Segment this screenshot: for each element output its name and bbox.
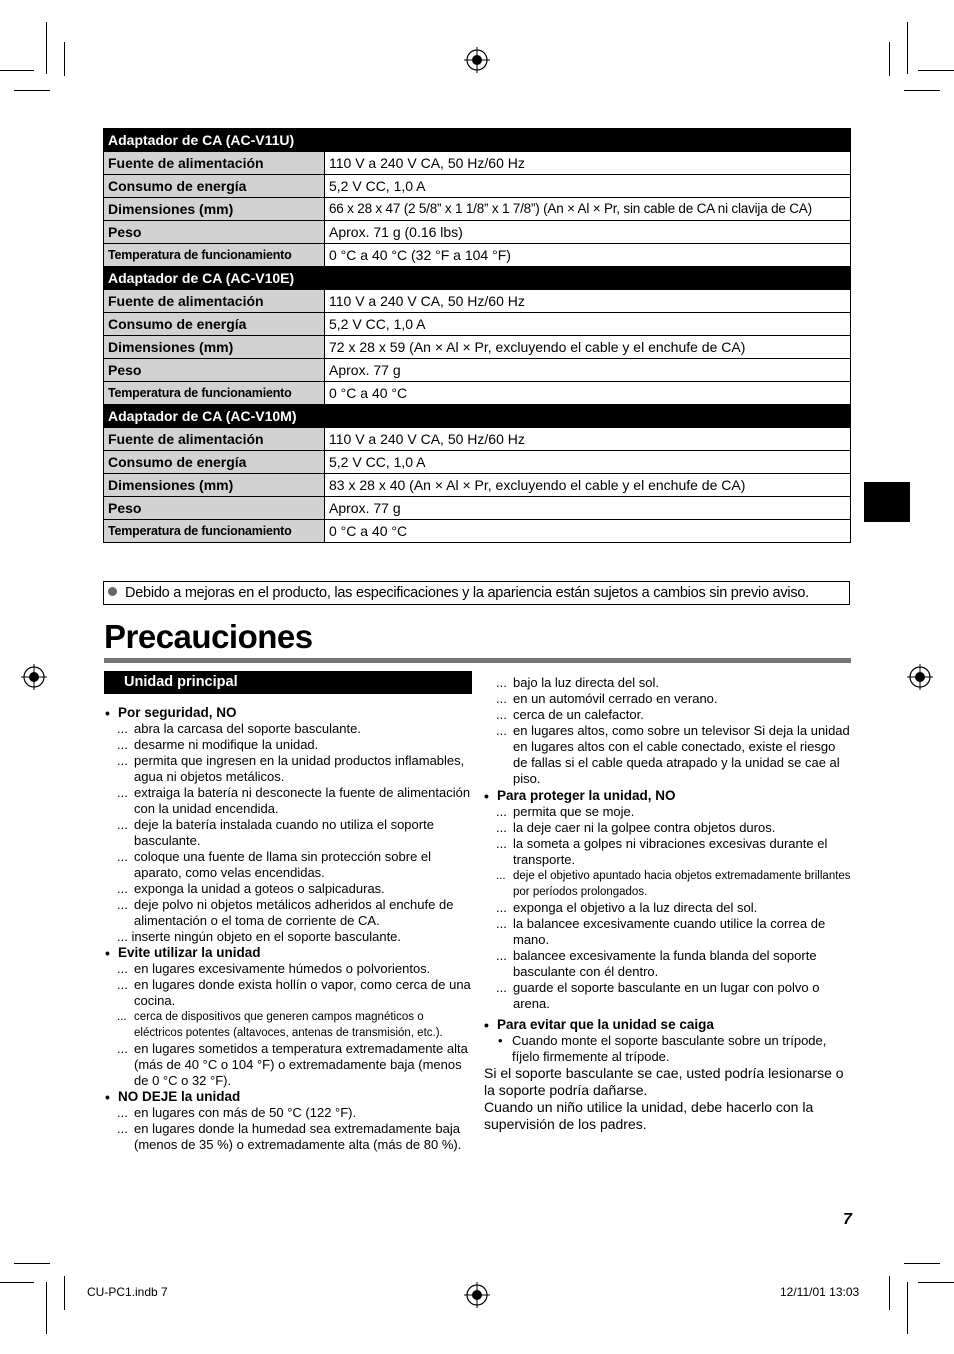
ellipsis-mark: ... (117, 1011, 127, 1023)
ellipsis-mark: ... (496, 675, 507, 690)
ellipsis-mark: ... (117, 753, 128, 768)
ellipsis-mark: ... (496, 870, 506, 882)
registration-mark-icon (464, 47, 490, 73)
list-item (484, 820, 852, 836)
ellipsis-mark: ... (117, 785, 128, 800)
list-item (484, 948, 852, 980)
spec-value: 5,2 V CC, 1,0 A (325, 175, 851, 198)
list-item (484, 707, 852, 723)
table-row (104, 152, 851, 175)
crop-mark (0, 1282, 34, 1283)
list-item (105, 881, 473, 897)
ellipsis-mark: ... (496, 707, 507, 722)
list-item-text: en un automóvil cerrado en verano. (513, 691, 718, 706)
list-item (484, 691, 852, 707)
list-group (484, 804, 852, 868)
page-title: Precauciones (104, 618, 313, 655)
list-item (105, 1041, 473, 1089)
crop-mark (0, 70, 34, 71)
paragraph: Si el soporte basculante se cae, usted podría lesionarse o la soporte podría dañarse. (484, 1065, 844, 1098)
ellipsis-mark: ... (496, 900, 507, 915)
list-item-text: abra la carcasa del soporte basculante. (134, 721, 361, 736)
notice-box (103, 581, 850, 605)
table-row (104, 221, 851, 244)
table-row (104, 382, 851, 405)
ellipsis-mark: ... (496, 691, 507, 706)
ellipsis-mark: ... (117, 1121, 128, 1136)
list-item (484, 980, 852, 1012)
list-item (105, 753, 473, 785)
list-group (484, 675, 852, 787)
spec-label: Dimensiones (mm) (104, 198, 325, 221)
list-item: ... inserte ningún objeto en el soporte basculante. (117, 929, 402, 944)
ellipsis-mark: ... (117, 977, 128, 992)
crop-mark (918, 1282, 954, 1283)
title-rule (104, 658, 851, 663)
spec-label: Peso (104, 497, 325, 520)
spec-value: 72 x 28 x 59 (An × Al × Pr, excluyendo el cable y el enchufe de CA) (325, 336, 851, 359)
list-item (105, 961, 473, 977)
crop-mark (46, 22, 47, 74)
crop-mark (64, 1276, 65, 1310)
list-item-text: la balancee excesivamente cuando utilice la correa de mano. (513, 916, 826, 947)
crop-mark (904, 90, 940, 91)
list-group (105, 961, 473, 1009)
spec-label: Temperatura de funcionamiento (104, 382, 325, 405)
list-item-text: en lugares sometidos a temperatura extremadamente alta (más de 40 °C o 104 °F) o extremadamente baja (menos de 0 °C o 32 °F). (134, 1041, 468, 1088)
ellipsis-mark: ... (117, 961, 128, 976)
ellipsis-mark: ... (117, 817, 128, 832)
right-column (484, 675, 852, 1133)
section-tab-marker (864, 482, 910, 522)
spec-label: Peso (104, 359, 325, 382)
table-row (104, 474, 851, 497)
bullet-dot-icon (108, 587, 117, 596)
list-item (105, 1121, 473, 1153)
spec-value: 110 V a 240 V CA, 50 Hz/60 Hz (325, 152, 851, 175)
list-item-text: deje la batería instalada cuando no utiliza el soporte basculante. (134, 817, 434, 848)
list-item-text: extraiga la batería ni desconecte la fuente de alimentación con la unidad encendida. (134, 785, 471, 816)
table-row (104, 336, 851, 359)
list-item (105, 785, 473, 817)
table-row (104, 428, 851, 451)
list-item-text: deje el objetivo apuntado hacia objetos extremadamente brillantes por períodos prolongados. (513, 870, 851, 898)
list-item-text: desarme ni modifique la unidad. (134, 737, 319, 752)
crop-mark (904, 1263, 940, 1264)
table-row (104, 520, 851, 543)
bullet-icon: • (498, 1033, 503, 1048)
spec-label: Fuente de alimentación (104, 290, 325, 313)
spec-value: 110 V a 240 V CA, 50 Hz/60 Hz (325, 428, 851, 451)
list-item (484, 723, 852, 787)
list-item-text: exponga la unidad a goteos o salpicaduras. (134, 881, 385, 896)
crop-mark (889, 1276, 890, 1310)
spec-label: Fuente de alimentación (104, 152, 325, 175)
ellipsis-mark: ... (117, 1041, 128, 1056)
list-item-text: bajo la luz directa del sol. (513, 675, 659, 690)
list-item-text: balancee excesivamente la funda blanda del soporte basculante con él dentro. (513, 948, 817, 979)
list-item-text: cerca de dispositivos que generen campos magnéticos o eléctricos potentes (altavoces, antenas de transmisión, etc.). (134, 1011, 443, 1039)
crop-mark (14, 1263, 50, 1264)
list-item (105, 849, 473, 881)
list-item-text: deje polvo ni objetos metálicos adheridos al enchufe de alimentación o el toma de corriente de CA. (134, 897, 454, 928)
ellipsis-mark: ... (117, 1105, 128, 1120)
paragraph: Cuando un niño utilice la unidad, debe hacerlo con la supervisión de los padres. (484, 1099, 814, 1132)
list-item-text: cerca de un calefactor. (513, 707, 644, 722)
page-number: 7 (843, 1211, 852, 1228)
table-row (104, 198, 851, 221)
spec-label: Fuente de alimentación (104, 428, 325, 451)
ellipsis-mark: ... (496, 820, 507, 835)
adapter-header: Adaptador de CA (AC-V11U) (104, 129, 851, 152)
adapter-header: Adaptador de CA (AC-V10E) (104, 267, 851, 290)
crop-mark (889, 42, 890, 76)
spec-value: 0 °C a 40 °C (32 °F a 104 °F) (325, 244, 851, 267)
spec-value: 66 x 28 x 47 (2 5/8” x 1 1/8” x 1 7/8”) (An × Al × Pr, sin cable de CA ni clavija de CA) (325, 198, 851, 221)
table-row (104, 290, 851, 313)
spec-label: Temperatura de funcionamiento (104, 520, 325, 543)
group-title: • Por seguridad, NO (105, 704, 473, 721)
registration-mark-icon (464, 1282, 490, 1308)
list-item-text: en lugares excesivamente húmedos o polvorientos. (134, 961, 431, 976)
list-item-text: coloque una fuente de llama sin protección sobre el aparato, como velas encendidas. (134, 849, 432, 880)
ellipsis-mark: ... (117, 849, 128, 864)
spec-label: Dimensiones (mm) (104, 474, 325, 497)
list-item-text: en lugares donde exista hollín o vapor, como cerca de una cocina. (134, 977, 471, 1008)
list-item (484, 836, 852, 868)
notice-text: Debido a mejoras en el producto, las especificaciones y la apariencia están sujetos a cambios sin previo aviso. (125, 585, 809, 601)
crop-mark (918, 70, 954, 71)
ellipsis-mark: ... (496, 916, 507, 931)
crop-mark (14, 90, 50, 91)
spec-value: Aprox. 71 g (0.16 lbs) (325, 221, 851, 244)
ellipsis-mark: ... (496, 948, 507, 963)
spec-value: 110 V a 240 V CA, 50 Hz/60 Hz (325, 290, 851, 313)
spec-value: 5,2 V CC, 1,0 A (325, 451, 851, 474)
table-header-row (104, 405, 851, 428)
group-title: • Para evitar que la unidad se caiga (484, 1016, 852, 1033)
list-item (105, 1105, 473, 1121)
list-item-text: permita que ingresen en la unidad productos inflamables, agua ni objetos metálicos. (134, 753, 465, 784)
list-item (484, 868, 852, 900)
left-column (105, 704, 473, 1153)
spec-label: Consumo de energía (104, 313, 325, 336)
list-item (105, 1009, 473, 1041)
list-item (105, 721, 473, 737)
list-item (484, 916, 852, 948)
list-item (105, 897, 473, 929)
spec-value: 0 °C a 40 °C (325, 520, 851, 543)
list-item (484, 1033, 852, 1065)
table-row (104, 175, 851, 198)
ellipsis-mark: ... (496, 804, 507, 819)
ellipsis-mark: ... (117, 737, 128, 752)
spec-label: Dimensiones (mm) (104, 336, 325, 359)
list-group (105, 1105, 473, 1153)
crop-mark (46, 1282, 47, 1334)
list-item (105, 737, 473, 753)
list-item-text: Cuando monte el soporte basculante sobre un trípode, fíjelo firmemente al trípode. (512, 1033, 827, 1064)
spec-label: Consumo de energía (104, 451, 325, 474)
spec-value: Aprox. 77 g (325, 359, 851, 382)
footer-timestamp: 12/11/01 13:03 (780, 1285, 860, 1299)
spec-table (103, 128, 851, 543)
ellipsis-mark: ... (117, 721, 128, 736)
list-item-text: en lugares donde la humedad sea extremadamente baja (menos de 35 %) o extremadamente alta (más de 80 %). (134, 1121, 462, 1152)
table-row (104, 244, 851, 267)
list-group (105, 721, 473, 929)
ellipsis-mark: ... (496, 723, 507, 738)
footer-filename: CU-PC1.indb 7 (87, 1285, 168, 1299)
ellipsis-mark: ... (496, 836, 507, 851)
list-item-text: la deje caer ni la golpee contra objetos duros. (513, 820, 776, 835)
ellipsis-mark: ... (496, 980, 507, 995)
section-heading (104, 671, 472, 694)
list-item-text: guarde el soporte basculante en un lugar con polvo o arena. (513, 980, 820, 1011)
list-item (484, 900, 852, 916)
list-item-text: la someta a golpes ni vibraciones excesivas durante el transporte. (513, 836, 828, 867)
crop-mark (64, 42, 65, 76)
group-title: • NO DEJE la unidad (105, 1088, 473, 1105)
spec-label: Consumo de energía (104, 175, 325, 198)
list-item (484, 804, 852, 820)
table-header-row (104, 129, 851, 152)
table-row (104, 313, 851, 336)
table-row (104, 451, 851, 474)
table-header-row (104, 267, 851, 290)
spec-label: Peso (104, 221, 325, 244)
list-item-text: permita que se moje. (513, 804, 635, 819)
list-item-text: en lugares altos, como sobre un televisor Si deja la unidad en lugares altos con el cable conectado, existe el riesgo de fallas si el cable queda atrapado y la unidad se cae al piso. (513, 723, 850, 786)
spec-label: Temperatura de funcionamiento (104, 244, 325, 267)
list-item-text: exponga el objetivo a la luz directa del sol. (513, 900, 758, 915)
list-item (105, 977, 473, 1009)
spec-value: 5,2 V CC, 1,0 A (325, 313, 851, 336)
table-row (104, 359, 851, 382)
group-title: • Para proteger la unidad, NO (484, 787, 852, 804)
crop-mark (907, 22, 908, 74)
spec-value: 0 °C a 40 °C (325, 382, 851, 405)
list-item (105, 817, 473, 849)
section-heading-text: Unidad principal (124, 674, 238, 690)
crop-mark (907, 1282, 908, 1334)
ellipsis-mark: ... (117, 881, 128, 896)
adapter-header: Adaptador de CA (AC-V10M) (104, 405, 851, 428)
list-item-text: en lugares con más de 50 °C (122 °F). (134, 1105, 357, 1120)
registration-mark-icon (21, 664, 47, 690)
table-row (104, 497, 851, 520)
spec-value: 83 x 28 x 40 (An × Al × Pr, excluyendo el cable y el enchufe de CA) (325, 474, 851, 497)
registration-mark-icon (907, 664, 933, 690)
group-title: • Evite utilizar la unidad (105, 944, 473, 961)
ellipsis-mark: ... (117, 897, 128, 912)
list-group (484, 900, 852, 1012)
list-item (484, 675, 852, 691)
spec-value: Aprox. 77 g (325, 497, 851, 520)
